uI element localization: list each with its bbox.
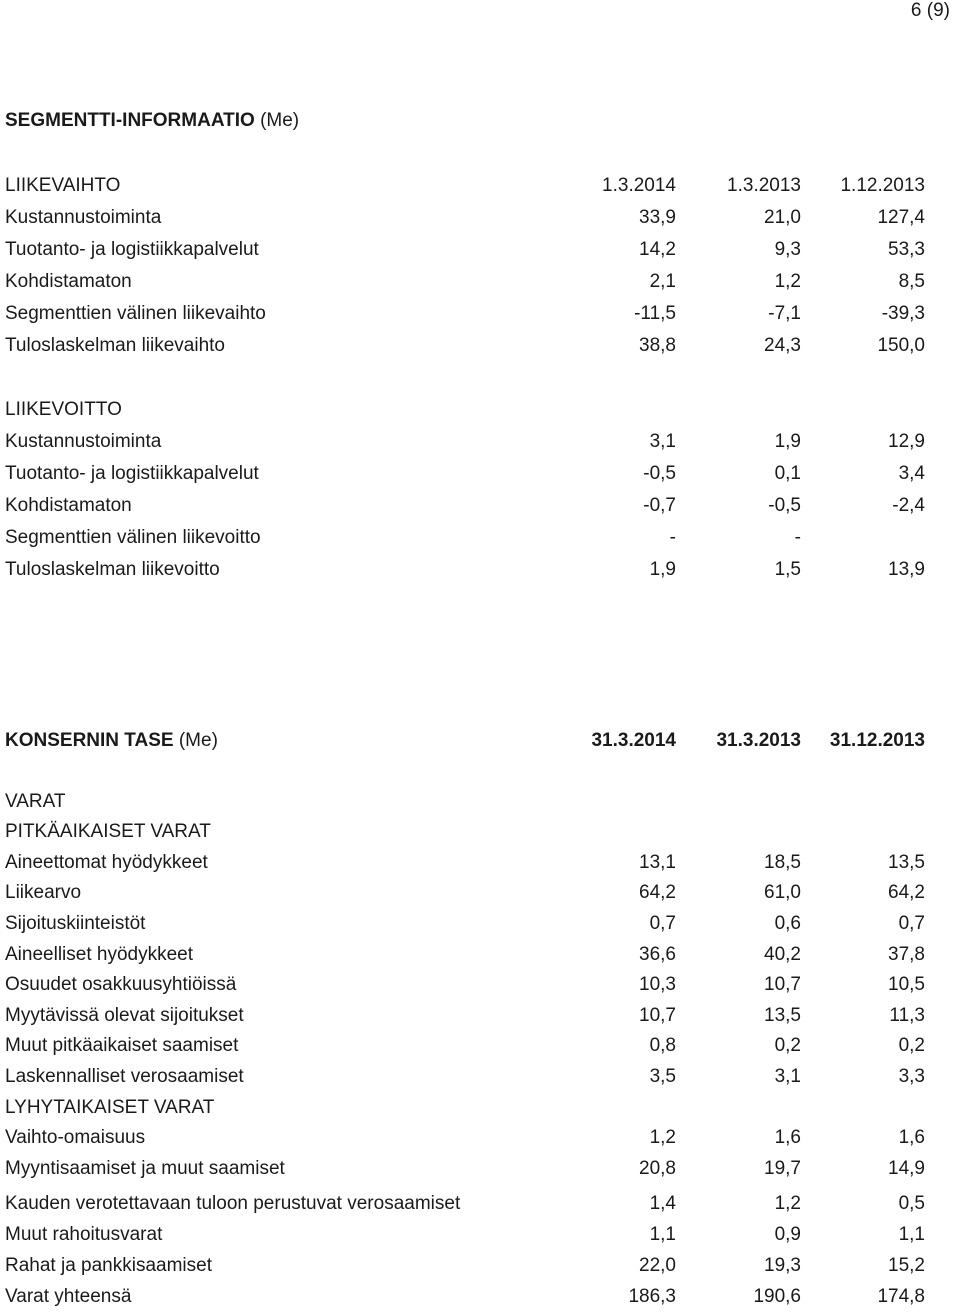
cell-value: 0,9 [774, 1224, 801, 1246]
cell-value: 0,7 [649, 912, 676, 934]
table-row [5, 458, 925, 490]
table-row [5, 1031, 925, 1062]
cell-value: 0,7 [898, 912, 925, 934]
cell-value: 190,6 [753, 1285, 801, 1307]
cell-value: 0,8 [649, 1035, 676, 1057]
cell-value: 9,3 [774, 239, 801, 260]
cell-value: 13,1 [639, 851, 676, 873]
cell-value: - [669, 527, 676, 548]
row-label: Muut rahoitusvarat [5, 1224, 163, 1246]
tase-heading [5, 726, 218, 757]
section-varat-label: VARAT [5, 790, 66, 812]
cell-value: 10,7 [764, 974, 801, 996]
cell-value: 174,8 [877, 1285, 925, 1307]
cell-value: 1,2 [774, 271, 801, 292]
tase-header-row [5, 726, 925, 757]
table-row [5, 1062, 925, 1093]
cell-value: 0,2 [898, 1035, 925, 1057]
section-varat [5, 787, 925, 818]
cell-value: -2,4 [892, 495, 925, 516]
row-label: Varat yhteensä [5, 1285, 132, 1307]
table-row [5, 1123, 925, 1154]
table-row [5, 490, 925, 522]
row-label: Tuotanto- ja logistiikkapalvelut [5, 239, 259, 260]
cell-value: 13,9 [888, 559, 925, 580]
row-label: Laskennalliset verosaamiset [5, 1065, 244, 1087]
row-label: Tuloslaskelman liikevoitto [5, 559, 220, 580]
table-row [5, 909, 925, 940]
row-label: Segmenttien välinen liikevoitto [5, 527, 261, 548]
cell-value: 40,2 [764, 943, 801, 965]
cell-value: 13,5 [888, 851, 925, 873]
row-label: Myyntisaamiset ja muut saamiset [5, 1157, 285, 1179]
cell-value: 64,2 [888, 882, 925, 904]
cell-value: 1,5 [774, 559, 801, 580]
segment-table [5, 170, 925, 586]
cell-value: 24,3 [764, 335, 801, 356]
row-label: Myytävissä olevat sijoitukset [5, 1004, 244, 1026]
cell-value: 150,0 [877, 335, 925, 356]
row-label: Osuudet osakkuusyhtiöissä [5, 974, 237, 996]
cell-value: 3,1 [774, 1065, 801, 1087]
tase-column-header-3: 31.12.2013 [829, 730, 925, 751]
table-row [5, 554, 925, 586]
cell-value: 53,3 [888, 239, 925, 260]
cell-value: 12,9 [888, 431, 925, 452]
cell-value: 1,2 [774, 1193, 801, 1215]
cell-value: 10,7 [639, 1004, 676, 1026]
section-lyhytaikaiset-label: LYHYTAIKAISET VARAT [5, 1096, 215, 1118]
spacer [5, 757, 925, 787]
spacer [5, 362, 925, 394]
section-pitkaaikaiset [5, 817, 925, 848]
liikevoitto-header-row [5, 394, 925, 426]
row-label: Kauden verotettavaan tuloon perustuvat verosaamiset [5, 1193, 461, 1215]
cell-value: 8,5 [898, 271, 925, 292]
row-label: Kohdistamaton [5, 495, 132, 516]
table-row [5, 940, 925, 971]
row-label: Vaihto-omaisuus [5, 1127, 146, 1149]
table-row [5, 234, 925, 266]
cell-value: 21,0 [764, 207, 801, 228]
cell-value: -11,5 [634, 303, 676, 324]
table-row [5, 330, 925, 362]
row-label: Kustannustoiminta [5, 207, 162, 228]
row-label: Rahat ja pankkisaamiset [5, 1254, 212, 1276]
cell-value: 1,2 [649, 1127, 676, 1149]
cell-value: - [794, 527, 801, 548]
cell-value: 36,6 [639, 943, 676, 965]
row-label: Sijoituskiinteistöt [5, 912, 146, 934]
row-label: Aineettomat hyödykkeet [5, 851, 208, 873]
row-label: Tuotanto- ja logistiikkapalvelut [5, 463, 259, 484]
page-title [5, 110, 299, 132]
cell-value: -0,5 [643, 463, 676, 484]
cell-value: 127,4 [877, 207, 925, 228]
row-label: Aineelliset hyödykkeet [5, 943, 193, 965]
cell-value: 1,9 [774, 431, 801, 452]
table-row [5, 1282, 925, 1312]
section-pitkaaikaiset-label: PITKÄAIKAISET VARAT [5, 821, 211, 843]
cell-value: 1,6 [898, 1127, 925, 1149]
cell-value: 3,4 [898, 463, 925, 484]
cell-value: 0,6 [774, 912, 801, 934]
cell-value: 0,5 [898, 1193, 925, 1215]
cell-value: 3,5 [649, 1065, 676, 1087]
row-label: Tuloslaskelman liikevaihto [5, 335, 226, 356]
table-row [5, 878, 925, 909]
cell-value: 15,2 [888, 1254, 925, 1276]
table-row [5, 848, 925, 879]
cell-value: 11,3 [889, 1004, 925, 1026]
table-row [5, 298, 925, 330]
table-row [5, 1001, 925, 1032]
table-row [5, 426, 925, 458]
tase-column-header-2: 31.3.2013 [716, 730, 801, 751]
cell-value: 19,7 [764, 1157, 801, 1179]
page-number: 6 (9) [910, 0, 950, 21]
tase-heading-main: KONSERNIN TASE [5, 730, 174, 751]
cell-value: 33,9 [639, 207, 676, 228]
cell-value: 3,1 [649, 431, 676, 452]
table-row [5, 1251, 925, 1282]
row-label: Muut pitkäaikaiset saamiset [5, 1035, 239, 1057]
cell-value: 13,5 [764, 1004, 801, 1026]
cell-value: 1,9 [649, 559, 676, 580]
cell-value: 3,3 [898, 1065, 925, 1087]
cell-value: -0,7 [643, 495, 676, 516]
row-label: Kohdistamaton [5, 271, 132, 292]
title-unit: (Me) [260, 110, 300, 131]
cell-value: 19,3 [764, 1254, 801, 1276]
cell-value: 38,8 [639, 335, 676, 356]
cell-value: 22,0 [639, 1254, 676, 1276]
cell-value: 2,1 [649, 271, 676, 292]
cell-value: 61,0 [764, 882, 801, 904]
table-row [5, 266, 925, 298]
section-lyhytaikaiset [5, 1093, 925, 1124]
cell-value: -0,5 [768, 495, 801, 516]
liikevaihto-header-row [5, 170, 925, 202]
cell-value: 0,1 [774, 463, 801, 484]
cell-value: 20,8 [639, 1157, 676, 1179]
tase-column-header-1: 31.3.2014 [591, 730, 676, 751]
table-row [5, 970, 925, 1001]
liikevoitto-heading: LIIKEVOITTO [5, 399, 122, 420]
cell-value: 14,9 [888, 1157, 925, 1179]
cell-value: -39,3 [881, 303, 925, 324]
cell-value: 10,3 [639, 974, 676, 996]
cell-value: 0,2 [774, 1035, 801, 1057]
table-row [5, 1154, 925, 1185]
table-row [5, 522, 925, 554]
row-label: Kustannustoiminta [5, 431, 162, 452]
table-row [5, 1184, 925, 1220]
column-header-3: 1.12.2013 [840, 175, 925, 196]
tase-heading-unit: (Me) [178, 730, 218, 751]
liikevaihto-heading: LIIKEVAIHTO [5, 175, 121, 196]
cell-value: 186,3 [628, 1285, 676, 1307]
cell-value: 64,2 [639, 882, 676, 904]
table-row [5, 202, 925, 234]
column-header-2: 1.3.2013 [727, 175, 801, 196]
cell-value: 37,8 [888, 943, 925, 965]
cell-value: 1,1 [649, 1224, 676, 1246]
cell-value: 14,2 [639, 239, 676, 260]
cell-value: 1,4 [649, 1193, 676, 1215]
cell-value: 10,5 [888, 974, 925, 996]
table-row [5, 1220, 925, 1251]
column-header-1: 1.3.2014 [602, 175, 676, 196]
row-label: Liikearvo [5, 882, 82, 904]
cell-value: 18,5 [764, 851, 801, 873]
row-label: Segmenttien välinen liikevaihto [5, 303, 266, 324]
title-main: SEGMENTTI-INFORMAATIO [5, 110, 255, 131]
cell-value: -7,1 [768, 303, 801, 324]
balance-sheet-table [5, 726, 925, 1312]
cell-value: 1,6 [774, 1127, 801, 1149]
cell-value: 1,1 [898, 1224, 925, 1246]
